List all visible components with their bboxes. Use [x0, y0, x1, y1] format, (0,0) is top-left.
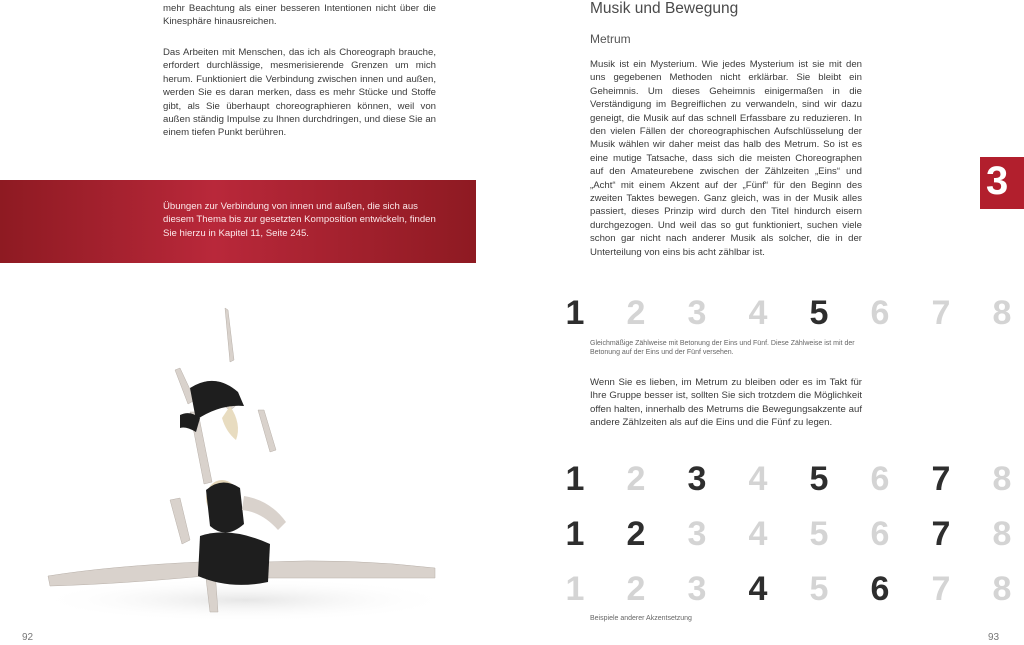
count-digit-2: 2 — [626, 570, 646, 608]
page-number-right: 93 — [988, 632, 1000, 643]
count-digit-5: 5 — [809, 460, 829, 498]
count-row-1 — [560, 292, 1024, 334]
chapter-tab — [980, 157, 1024, 209]
count-digit-2: 2 — [626, 460, 646, 498]
count-digit-3: 3 — [687, 294, 707, 332]
count-digit-5: 5 — [809, 515, 829, 553]
chapter-number: 3 — [986, 159, 1009, 203]
section-subheading: Metrum — [590, 32, 631, 46]
count-digit-7: 7 — [931, 294, 951, 332]
count-row-2 — [560, 458, 1024, 500]
left-paragraph-top: mehr Beachtung als einer besseren Intentionen nicht über die Kinesphäre hinausreichen. — [163, 3, 436, 28]
count-row-caption: Gleichmäßige Zählweise mit Betonung der Eins und Fünf. Diese Zählweise ist mit der Betonung auf der Eins und der Fünf versehen. — [590, 340, 855, 357]
count-digit-4: 4 — [748, 515, 768, 553]
count-digit-8: 8 — [992, 515, 1012, 553]
count-row-4 — [560, 568, 1024, 610]
count-digit-8: 8 — [992, 460, 1012, 498]
right-paragraph-accents: Wenn Sie es lieben, im Metrum zu bleiben oder es im Takt für Ihre Gruppe besser ist, sollten Sie sich trotzdem die Möglichkeit offen halten, innerhalb des Metrums die Bewegungsakzente auf andere Zählzeiten als auf die Eins und die Fünf zu legen. — [590, 377, 862, 429]
count-digit-3: 3 — [687, 570, 707, 608]
count-digit-6: 6 — [870, 460, 890, 498]
section-heading: Musik und Bewegung — [590, 0, 739, 17]
count-row-3 — [560, 513, 1024, 555]
count-digit-7: 7 — [931, 570, 951, 608]
accent-examples-caption: Beispiele anderer Akzentsetzung — [590, 615, 692, 622]
count-digit-4: 4 — [748, 570, 768, 608]
red-note-text: Übungen zur Verbindung von innen und außen, die sich aus diesem Thema bis zur gesetzten Komposition entwickeln, finden Sie hierzu in Kapitel 11, Seite 245. — [163, 201, 436, 239]
count-digit-7: 7 — [931, 515, 951, 553]
count-digit-8: 8 — [992, 570, 1012, 608]
dancers-photo — [30, 300, 460, 630]
count-digit-5: 5 — [809, 570, 829, 608]
count-digit-1: 1 — [565, 460, 585, 498]
right-paragraph-metrum: Musik ist ein Mysterium. Wie jedes Mysterium ist sie mit den uns gegebenen Methoden nicht erklärbar. Sie bleibt ein Geheimnis. Um dieses Geheimnis einigermaßen in die Verständigung im Begreiflichen zu verwandeln, sind wir dazu geneigt, die Musik auf das schnell Erfassbare zu reduzieren. In den vielen Fällen der choreographischen Aufschlüsselung der Musik wählen wir daher meist das halb des Metrum. So ist es eine mutige Tatsache, dass sich die meisten Choreographen auf den Amateurebene zwischen der Zählzeiten „Eins“ und „Acht“ mit einem Akzent auf der „Fünf“ für den Beginn des zweiten Taktes bewegen. Ganz gleich, was in der Musik alles passiert, dieses Prinzip wird durch den Titel hindurch eisern durchgezogen. Und weil das so gut funktioniert, suchen viele schon gar nicht nach anderer Musik als solcher, die in der Unterteilung von eins bis acht zählbar ist. — [590, 59, 862, 258]
count-digit-6: 6 — [870, 570, 890, 608]
count-digit-2: 2 — [626, 515, 646, 553]
count-digit-2: 2 — [626, 294, 646, 332]
count-digit-1: 1 — [565, 294, 585, 332]
count-digit-6: 6 — [870, 294, 890, 332]
count-digit-7: 7 — [931, 460, 951, 498]
count-digit-4: 4 — [748, 294, 768, 332]
count-digit-4: 4 — [748, 460, 768, 498]
left-paragraph-choreograph: Das Arbeiten mit Menschen, das ich als Choreograph brauche, erfordert durchlässige, mesmerisierende Grenzen um mich herum. Funktioniert die Verbindung zwischen innen und außen, werden Sie es daran merken, dass es mehr Stücke und Stoffe gibt, als Sie überhaupt choreographieren können, weil von außen ständig Impulse zu Ihnen durchdringen, und diese Sie an einem tiefen Punkt berühren. — [163, 47, 436, 139]
count-digit-3: 3 — [687, 515, 707, 553]
count-digit-5: 5 — [809, 294, 829, 332]
count-digit-1: 1 — [565, 570, 585, 608]
red-note-box — [0, 180, 476, 263]
page-number-left: 92 — [22, 632, 34, 643]
count-digit-1: 1 — [565, 515, 585, 553]
count-digit-6: 6 — [870, 515, 890, 553]
count-digit-8: 8 — [992, 294, 1012, 332]
count-digit-3: 3 — [687, 460, 707, 498]
